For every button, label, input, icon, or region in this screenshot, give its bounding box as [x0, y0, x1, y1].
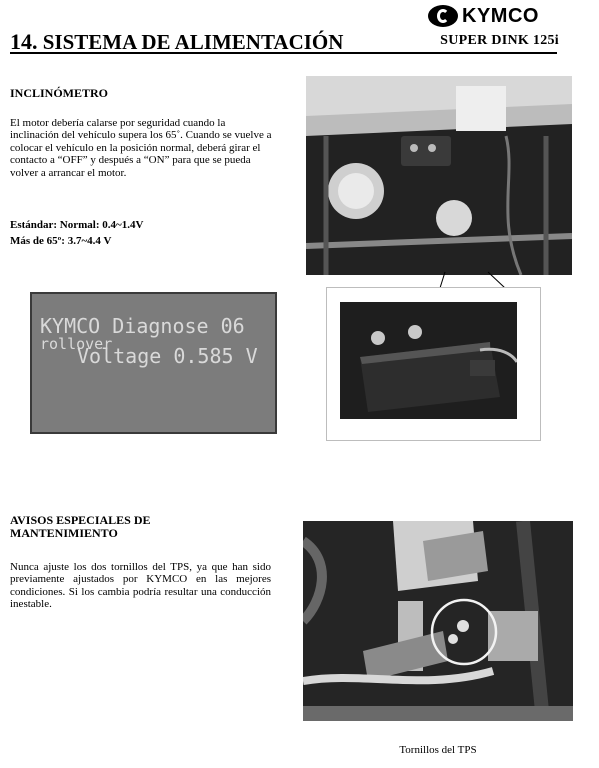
inclinometer-body: El motor debería calarse por seguridad cuando la inclinación del vehículo supera los 65˚. Cuando se vuelve a colocar el vehículo en la posición normal, deberá girar el contacto a “OFF” y después a “ON” para que se pueda volver a arrancar el motor. — [10, 117, 272, 179]
inclinometer-location-photo — [306, 76, 572, 275]
lcd-line-3: Voltage 0.585 V — [77, 344, 258, 368]
model-name: SUPER DINK 125i — [440, 33, 559, 48]
special-notes-body: Nunca ajuste los dos tornillos del TPS, ya que han sido previamente ajustados por KYMCO en las mejores condiciones. Si los cambia podría resultar una conducción inestable. — [10, 561, 271, 611]
lcd-line-2: rollover — [40, 335, 113, 353]
inclinometer-heading: INCLINÓMETRO — [10, 86, 109, 100]
tps-illustration — [303, 521, 573, 721]
tps-photo-caption: Tornillos del TPS — [399, 744, 477, 756]
engine-bay-illustration — [306, 76, 572, 275]
spec-over-65: Más de 65º: 3.7~4.4 V — [10, 235, 112, 247]
inclinometer-sensor-illustration — [340, 302, 517, 419]
chapter-number: 14. — [10, 29, 38, 54]
kymco-logo-mark-icon — [428, 5, 458, 27]
special-notes-heading: AVISOS ESPECIALES DE MANTENIMIENTO — [10, 513, 151, 540]
kymco-logo-text: KYMCO — [462, 4, 539, 27]
kymco-logo — [428, 4, 568, 28]
inclinometer-zoom-frame — [326, 287, 541, 441]
lcd-line-1: KYMCO Diagnose 06 — [40, 314, 245, 338]
chapter-title-text: SISTEMA DE ALIMENTACIÓN — [42, 30, 344, 54]
diagnose-lcd-display — [30, 292, 277, 434]
header-rule — [10, 52, 557, 54]
inclinometer-zoom-photo — [340, 302, 517, 419]
spec-normal: Estándar: Normal: 0.4~1.4V — [10, 219, 144, 231]
tps-screws-photo — [303, 521, 573, 721]
